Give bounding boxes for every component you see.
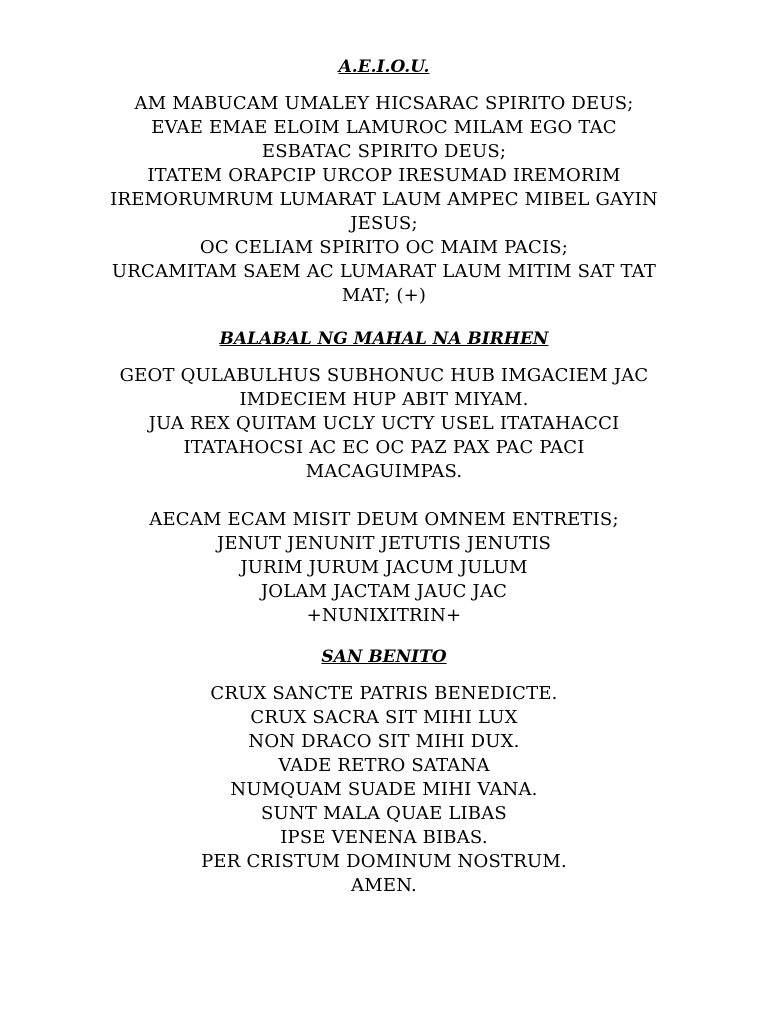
prayer-line: GEOT QULABULHUS SUBHONUC HUB IMGACIEM JAC <box>119 365 649 386</box>
prayer-block-balabal-2 <box>0 508 768 628</box>
prayer-line: MACAGUIMPAS. <box>305 461 463 482</box>
prayer-line: ITATAHOCSI AC EC OC PAZ PAX PAC PACI <box>183 437 585 458</box>
prayer-line: ESBATAC SPIRITO DEUS; <box>261 141 507 162</box>
prayer-line: NUMQUAM SUADE MIHI VANA. <box>230 779 538 800</box>
prayer-block-balabal-1 <box>0 364 768 484</box>
prayer-line: AMEN. <box>351 875 417 896</box>
section-title-aeiou: A.E.I.O.U. <box>338 57 430 77</box>
prayer-line: JOLAM JACTAM JAUC JAC <box>260 581 508 602</box>
prayer-line: MAT; (+) <box>341 285 427 306</box>
prayer-line: JUA REX QUITAM UCLY UCTY USEL ITATAHACCI <box>148 413 620 434</box>
prayer-line: IMDECIEM HUP ABIT MIYAM. <box>239 389 529 410</box>
prayer-line: JESUS; <box>350 213 418 234</box>
prayer-line: AM MABUCAM UMALEY HICSARAC SPIRITO DEUS; <box>134 93 634 114</box>
prayer-line: VADE RETRO SATANA <box>278 755 490 776</box>
prayer-line: JENUT JENUNIT JETUTIS JENUTIS <box>216 533 552 554</box>
prayer-line: CRUX SANCTE PATRIS BENEDICTE. <box>210 683 558 704</box>
prayer-line: ITATEM ORAPCIP URCOP IRESUMAD IREMORIM <box>147 165 621 186</box>
prayer-line: NON DRACO SIT MIHI DUX. <box>248 731 520 752</box>
prayer-line: +NUNIXITRIN+ <box>306 605 462 626</box>
prayer-line: JURIM JURUM JACUM JULUM <box>240 557 528 578</box>
section-title-balabal: BALABAL NG MAHAL NA BIRHEN <box>219 329 549 349</box>
prayer-line: URCAMITAM SAEM AC LUMARAT LAUM MITIM SAT TAT <box>111 261 657 282</box>
prayer-line: SUNT MALA QUAE LIBAS <box>261 803 507 824</box>
prayer-block-aeiou <box>0 92 768 308</box>
prayer-line: OC CELIAM SPIRITO OC MAIM PACIS; <box>199 237 569 258</box>
prayer-line: IPSE VENENA BIBAS. <box>280 827 488 848</box>
section-title-san-benito: SAN BENITO <box>321 647 447 667</box>
prayer-line: IREMORUMRUM LUMARAT LAUM AMPEC MIBEL GAYIN <box>110 189 658 210</box>
prayer-line: PER CRISTUM DOMINUM NOSTRUM. <box>201 851 567 872</box>
prayer-line: AECAM ECAM MISIT DEUM OMNEM ENTRETIS; <box>149 509 619 530</box>
prayer-line: EVAE EMAE ELOIM LAMUROC MILAM EGO TAC <box>151 117 617 138</box>
prayer-line: CRUX SACRA SIT MIHI LUX <box>250 707 518 728</box>
prayer-block-san-benito <box>0 682 768 898</box>
